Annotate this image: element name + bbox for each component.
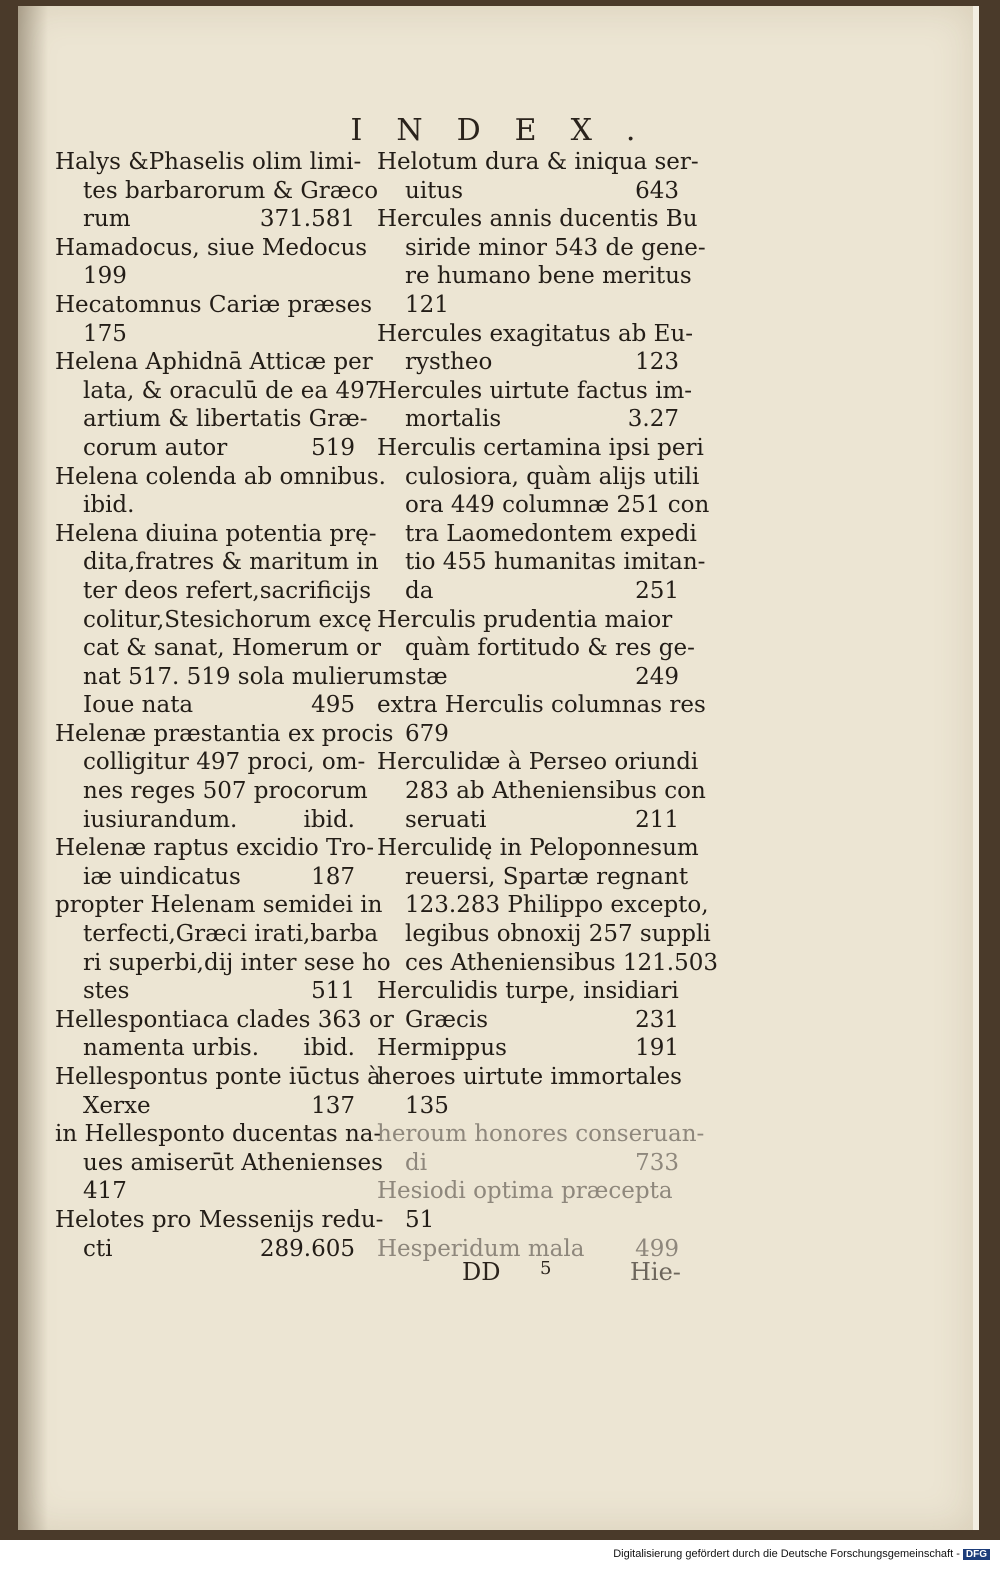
index-entry-line: [377, 1177, 679, 1206]
entry-text: nat 517. 519 sola mulierum: [83, 663, 405, 690]
entry-text: colligitur 497 proci, om-: [83, 749, 366, 776]
entry-text: Helenæ præstantia ex procis: [55, 720, 394, 747]
index-entry-line: [377, 463, 700, 492]
index-entry-line: [377, 606, 679, 635]
index-entry-line: [55, 548, 379, 577]
index-entry-line: [377, 434, 704, 463]
entry-text: reuersi, Spartæ regnant: [405, 863, 689, 890]
index-entry-line: [55, 377, 380, 406]
entry-text: corum autor: [83, 434, 228, 461]
entry-text: cti: [83, 1235, 113, 1262]
entry-text: Hecatomnus Cariæ præses: [55, 291, 373, 318]
entry-text: siride minor 543 de gene-: [405, 234, 706, 261]
entry-text: colitur,Stesichorum excę: [83, 606, 372, 633]
index-entry-line: [377, 348, 679, 377]
entry-text: Hercules exagitatus ab Eu-: [377, 320, 694, 347]
index-entry-line: [377, 205, 698, 234]
entry-text: namenta urbis.: [83, 1035, 260, 1062]
entry-text: tes barbarorum & Græco: [83, 177, 379, 204]
entry-text: ces Atheniensibus 121.503: [405, 949, 718, 976]
entry-text: Herculidę in Peloponnesum: [377, 835, 699, 862]
entry-text: tra Laomedontem expedi: [405, 520, 697, 547]
index-entry-line: [55, 291, 373, 320]
index-entry-line: [55, 863, 355, 892]
index-entry-line: [377, 262, 692, 291]
entry-page-number: 371.581: [259, 206, 355, 233]
entry-text: lata, & oraculū de ea 497: [83, 377, 380, 404]
index-entry-line: [377, 291, 679, 320]
index-entry-line: [55, 177, 379, 206]
entry-page-number: 643: [635, 177, 679, 204]
entry-text: ri superbi,dij inter sese ho: [83, 949, 391, 976]
entry-page-number: 231: [635, 1006, 679, 1033]
entry-page-number: ibid.: [303, 806, 355, 833]
index-entry-line: [377, 663, 679, 692]
entry-page-number: 187: [311, 863, 355, 890]
entry-text: da: [405, 577, 434, 604]
entry-text: Herculis prudentia maior: [377, 606, 673, 633]
entry-text: culosiora, quàm alijs utili: [405, 463, 700, 490]
entry-text: Hermippus: [377, 1035, 507, 1062]
entry-text: ues amiserūt Athenienses: [83, 1149, 383, 1176]
entry-text: ibid.: [83, 492, 135, 519]
entry-text: Ioue nata: [83, 692, 194, 719]
entry-page-number: 289.605: [259, 1235, 355, 1262]
index-entry-line: [55, 1120, 382, 1149]
entry-text: Helena colenda ab omnibus.: [55, 463, 386, 490]
entry-text: 121: [405, 291, 449, 318]
entry-page-number: ibid.: [303, 1035, 355, 1062]
index-entry-line: [377, 863, 689, 892]
entry-text: 175: [83, 320, 127, 347]
index-column-right: [377, 148, 718, 1263]
entry-text: 199: [83, 263, 127, 290]
index-entry-line: [55, 520, 377, 549]
index-entry-line: [55, 834, 374, 863]
entry-page-number: 499: [635, 1235, 679, 1262]
index-entry-line: [377, 949, 718, 978]
index-entry-line: [377, 405, 679, 434]
index-entry-line: [55, 691, 355, 720]
entry-text: Hamadocus, siue Medocus: [55, 234, 368, 261]
entry-text: Hellespontus ponte iūctus à: [55, 1064, 381, 1090]
index-entry-line: [55, 320, 355, 349]
entry-text: Hesiodi optima præcepta: [377, 1178, 673, 1205]
index-entry-line: [55, 234, 368, 263]
entry-text: artium & libertatis Græ-: [83, 406, 368, 433]
entry-text: Helotes pro Messenijs redu-: [55, 1206, 384, 1233]
entry-text: iæ uindicatus: [83, 863, 241, 890]
index-entry-line: [377, 748, 699, 777]
entry-text: extra Herculis columnas res: [377, 692, 706, 719]
index-entry-line: [55, 1034, 355, 1063]
index-entry-line: [55, 663, 405, 692]
entry-text: uitus: [405, 177, 464, 204]
index-entry-line: [55, 606, 372, 635]
entry-text: Herculidæ à Perseo oriundi: [377, 749, 699, 776]
entry-text: seruati: [405, 806, 487, 833]
catchword: Hie-: [630, 1258, 681, 1286]
entry-text: Hercules uirtute factus im-: [377, 377, 693, 404]
gutter-shadow: [18, 6, 48, 1530]
index-entry-line: [377, 977, 679, 1006]
entry-text: tio 455 humanitas imitan-: [405, 549, 706, 576]
index-column-left: [55, 148, 405, 1263]
index-entry-line: [377, 1120, 705, 1149]
index-entry-line: [55, 434, 355, 463]
entry-page-number: 511: [311, 978, 355, 1005]
index-entry-line: [377, 520, 697, 549]
dfg-logo: DFG: [963, 1549, 990, 1560]
signature-number: 5: [540, 1258, 552, 1279]
entry-text: ter deos refert,sacrificijs: [83, 577, 371, 604]
index-entry-line: [377, 177, 679, 206]
index-entry-line: [377, 148, 699, 177]
entry-page-number: 211: [635, 806, 679, 833]
entry-text: 679: [405, 720, 449, 747]
index-entry-line: [377, 691, 706, 720]
index-entry-line: [377, 1063, 682, 1092]
index-entry-line: [377, 1092, 679, 1121]
entry-text: in Hellesponto ducentas na-: [55, 1121, 382, 1148]
index-entry-line: [55, 977, 355, 1006]
entry-text: terfecti,Græci irati,barba: [83, 921, 379, 948]
entry-text: nes reges 507 procorum: [83, 778, 368, 805]
entry-page-number: 519: [311, 434, 355, 461]
index-entry-line: [377, 234, 706, 263]
index-entry-line: [377, 634, 695, 663]
entry-text: 135: [405, 1092, 449, 1119]
entry-page-number: 733: [635, 1149, 679, 1176]
footer-text: Digitalisierung gefördert durch die Deutsche Forschungsgemeinschaft -: [613, 1548, 960, 1560]
index-entry-line: [55, 262, 355, 291]
index-entry-line: [377, 320, 694, 349]
entry-page-number: 3.27: [627, 406, 679, 433]
index-entry-line: [377, 891, 709, 920]
index-entry-line: [55, 1063, 381, 1092]
index-entry-line: [377, 1034, 679, 1063]
index-entry-line: [55, 920, 379, 949]
index-entry-line: [55, 463, 386, 492]
entry-text: ora 449 columnæ 251 con: [405, 492, 710, 519]
index-entry-line: [55, 577, 371, 606]
entry-text: 417: [83, 1178, 127, 1205]
entry-text: di: [405, 1149, 428, 1176]
index-entry-line: [55, 148, 362, 177]
entry-text: Hellespontiaca clades 363 or: [55, 1006, 394, 1033]
index-entry-line: [55, 1092, 355, 1121]
entry-page-number: 251: [635, 577, 679, 604]
index-entry-line: [55, 1149, 383, 1178]
entry-text: Xerxe: [83, 1092, 151, 1119]
index-entry-line: [55, 949, 391, 978]
entry-text: iusiurandum.: [83, 806, 238, 833]
index-entry-line: [377, 1206, 679, 1235]
entry-page-number: 137: [311, 1092, 355, 1119]
entry-text: re humano bene meritus: [405, 263, 692, 290]
entry-text: Græcis: [405, 1006, 489, 1033]
index-entry-line: [377, 720, 679, 749]
index-entry-line: [377, 1006, 679, 1035]
entry-text: Halys &Phaselis olim limi-: [55, 149, 362, 175]
index-entry-line: [55, 1206, 384, 1235]
entry-text: cat & sanat, Homerum or: [83, 635, 381, 662]
entry-text: Herculis certamina ipsi peri: [377, 434, 704, 461]
digitization-footer: [0, 1548, 990, 1560]
index-entry-line: [55, 205, 355, 234]
index-entry-line: [377, 806, 679, 835]
entry-text: 123.283 Philippo excepto,: [405, 892, 709, 919]
index-entry-line: [377, 577, 679, 606]
index-entry-line: [55, 891, 383, 920]
index-entry-line: [55, 348, 373, 377]
entry-text: 283 ab Atheniensibus con: [405, 778, 706, 805]
entry-text: Hercules annis ducentis Bu: [377, 206, 698, 233]
entry-text: heroes uirtute immortales: [377, 1064, 682, 1090]
entry-text: propter Helenam semidei in: [55, 892, 383, 919]
entry-text: Helena Aphidnā Atticæ per: [55, 349, 373, 376]
index-entry-line: [55, 405, 368, 434]
index-entry-line: [377, 491, 710, 520]
entry-text: Helenæ raptus excidio Tro-: [55, 835, 374, 862]
entry-text: heroum honores conseruan-: [377, 1121, 705, 1148]
index-entry-line: [55, 1006, 394, 1035]
index-entry-line: [377, 377, 693, 406]
entry-text: rum: [83, 206, 131, 233]
index-entry-line: [377, 834, 699, 863]
entry-text: 51: [405, 1206, 435, 1233]
entry-page-number: 495: [311, 692, 355, 719]
entry-text: rystheo: [405, 349, 493, 376]
entry-text: mortalis: [405, 406, 502, 433]
entry-text: Herculidis turpe, insidiari: [377, 978, 679, 1005]
index-entry-line: [377, 920, 711, 949]
index-entry-line: [55, 1177, 355, 1206]
entry-text: Hesperidum mala: [377, 1235, 585, 1262]
entry-text: Helena diuina potentia prę-: [55, 520, 377, 547]
entry-text: legibus obnoxij 257 suppli: [405, 921, 711, 948]
index-entry-line: [377, 1149, 679, 1178]
index-entry-line: [55, 777, 368, 806]
entry-text: quàm fortitudo & res ge-: [405, 635, 695, 662]
entry-text: stæ: [405, 663, 448, 690]
index-entry-line: [377, 548, 706, 577]
entry-page-number: 191: [635, 1035, 679, 1062]
entry-page-number: 249: [635, 663, 679, 690]
index-entry-line: [55, 1235, 355, 1264]
entry-page-number: 123: [635, 349, 679, 376]
index-entry-line: [55, 491, 355, 520]
signature-mark: DD: [462, 1258, 501, 1286]
entry-text: stes: [83, 978, 130, 1005]
entry-text: Helotum dura & iniqua ser-: [377, 149, 699, 175]
index-entry-line: [377, 777, 706, 806]
page-header: INDEX.: [350, 113, 670, 148]
index-entry-line: [55, 806, 355, 835]
entry-text: dita,fratres & maritum in: [83, 549, 379, 576]
index-entry-line: [55, 634, 381, 663]
index-entry-line: [55, 720, 394, 749]
index-entry-line: [55, 748, 366, 777]
